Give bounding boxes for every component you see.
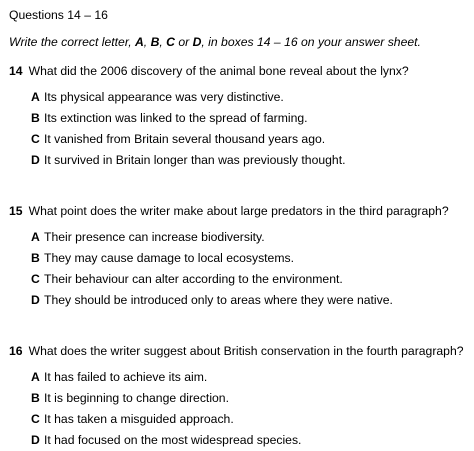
instruction-letter-c: C xyxy=(166,35,175,49)
option-letter: C xyxy=(31,272,40,286)
option-text: Its extinction was linked to the spread of farming. xyxy=(44,111,308,125)
option-text: They should be introduced only to areas where they were native. xyxy=(44,293,393,307)
section-heading: Questions 14 – 16 xyxy=(9,8,108,22)
option-letter: C xyxy=(31,412,40,426)
instruction-sep: or xyxy=(174,35,193,49)
option-16-a xyxy=(31,370,207,384)
instruction-pre: Write the correct letter, xyxy=(9,35,135,49)
option-letter: B xyxy=(31,111,40,125)
option-letter: C xyxy=(31,132,40,146)
option-14-c xyxy=(31,132,325,146)
option-text: It vanished from Britain several thousand years ago. xyxy=(44,132,326,146)
question-number: 16 xyxy=(9,344,23,358)
option-16-c xyxy=(31,412,234,426)
option-letter: D xyxy=(31,293,40,307)
question-text: What point does the writer make about large predators in the third paragraph? xyxy=(28,204,449,218)
option-letter: D xyxy=(31,433,40,447)
option-text: Their presence can increase biodiversity. xyxy=(44,230,265,244)
option-text: It has failed to achieve its aim. xyxy=(44,370,208,384)
option-16-d xyxy=(31,433,301,447)
option-14-a xyxy=(31,90,284,104)
option-letter: D xyxy=(31,153,40,167)
instruction-post: , in boxes 14 – 16 on your answer sheet. xyxy=(201,35,421,49)
option-letter: A xyxy=(31,90,40,104)
option-15-d xyxy=(31,293,393,307)
option-letter: B xyxy=(31,251,40,265)
instruction-text xyxy=(9,35,421,49)
instruction-sep: , xyxy=(143,35,151,49)
instruction-letter-d: D xyxy=(192,35,202,49)
instruction-letter-a: A xyxy=(134,35,144,49)
option-14-b xyxy=(31,111,308,125)
option-text: It had focused on the most widespread species. xyxy=(44,433,302,447)
question-text: What does the writer suggest about British conservation in the fourth paragraph? xyxy=(28,344,464,358)
instruction-sep: , xyxy=(159,35,167,49)
question-number: 14 xyxy=(9,64,23,78)
option-15-c xyxy=(31,272,343,286)
option-letter: B xyxy=(31,391,40,405)
option-text: It survived in Britain longer than was previously thought. xyxy=(44,153,346,167)
question-15 xyxy=(9,204,449,218)
option-letter: A xyxy=(31,230,40,244)
question-number: 15 xyxy=(9,204,23,218)
instruction-letter-b: B xyxy=(150,35,160,49)
option-15-b xyxy=(31,251,294,265)
question-14 xyxy=(9,64,409,78)
option-text: It has taken a misguided approach. xyxy=(44,412,234,426)
option-text: Its physical appearance was very distinctive. xyxy=(44,90,284,104)
option-text: Their behaviour can alter according to the environment. xyxy=(44,272,343,286)
option-14-d xyxy=(31,153,345,167)
question-16 xyxy=(9,344,464,358)
question-text: What did the 2006 discovery of the animal bone reveal about the lynx? xyxy=(28,64,409,78)
option-text: It is beginning to change direction. xyxy=(44,391,229,405)
option-text: They may cause damage to local ecosystems. xyxy=(44,251,294,265)
option-15-a xyxy=(31,230,265,244)
option-letter: A xyxy=(31,370,40,384)
option-16-b xyxy=(31,391,229,405)
